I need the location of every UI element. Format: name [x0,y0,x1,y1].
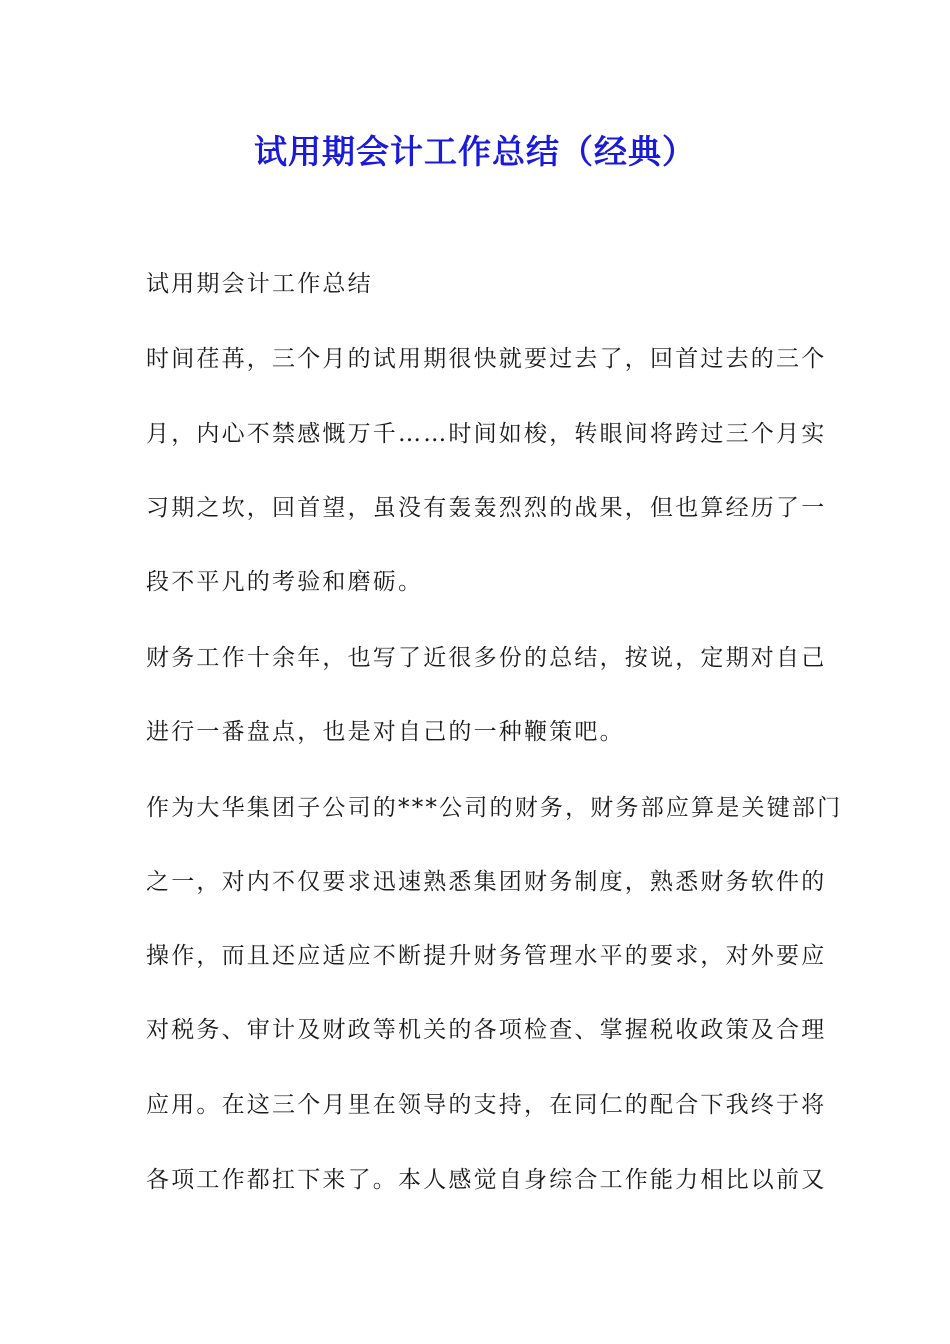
paragraph-line: 时间荏苒，三个月的试用期很快就要过去了，回首过去的三个 [146,346,827,372]
document-title: 试用期会计工作总结（经典） [254,132,696,171]
paragraph-line: 段不平凡的考验和磨砺。 [146,569,424,595]
paragraph-line: 进行一番盘点，也是对自己的一种鞭策吧。 [146,719,625,745]
paragraph-line: 操作，而且还应适应不断提升财务管理水平的要求，对外要应 [146,943,827,969]
document-subtitle: 试用期会计工作总结 [146,271,373,297]
paragraph-line: 习期之坎，回首望，虽没有轰轰烈烈的战果，但也算经历了一 [146,495,827,521]
paragraph-line: 之一，对内不仅要求迅速熟悉集团财务制度，熟悉财务软件的 [146,869,827,895]
paragraph-line: 月，内心不禁感慨万千……时间如梭，转眼间将跨过三个月实 [146,421,827,447]
paragraph-line: 作为大华集团子公司的***公司的财务，财务部应算是关键部门 [146,795,843,821]
paragraph-line: 应用。在这三个月里在领导的支持，在同仁的配合下我终于将 [146,1092,827,1118]
paragraph-line: 各项工作都扛下来了。本人感觉自身综合工作能力相比以前又 [146,1167,827,1193]
paragraph-line: 财务工作十余年，也写了近很多份的总结，按说，定期对自己 [146,645,827,671]
paragraph-line: 对税务、审计及财政等机关的各项检查、掌握税收政策及合理 [146,1017,827,1043]
